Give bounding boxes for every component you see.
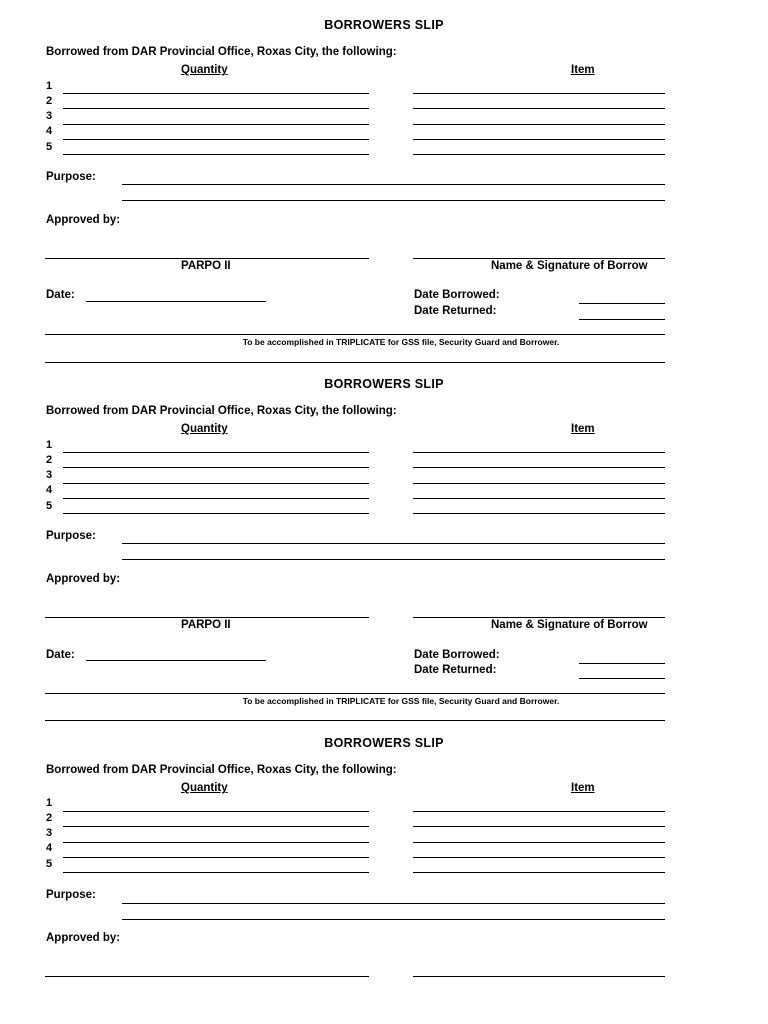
slip-intro: Borrowed from DAR Provincial Office, Roxas City, the following: bbox=[46, 405, 397, 417]
item-line-5[interactable] bbox=[413, 872, 665, 873]
item-header: Item bbox=[571, 423, 595, 435]
quantity-line-3[interactable] bbox=[63, 124, 369, 125]
approved-by-label: Approved by: bbox=[46, 573, 121, 585]
item-line-1[interactable] bbox=[413, 93, 665, 94]
item-line-1[interactable] bbox=[413, 452, 665, 453]
quantity-line-1[interactable] bbox=[63, 452, 369, 453]
item-header: Item bbox=[571, 64, 595, 76]
quantity-line-2[interactable] bbox=[63, 826, 369, 827]
quantity-line-5[interactable] bbox=[63, 154, 369, 155]
item-line-3[interactable] bbox=[413, 842, 665, 843]
item-line-4[interactable] bbox=[413, 498, 665, 499]
row-number: 1 bbox=[46, 80, 53, 92]
triplicate-note: To be accomplished in TRIPLICATE for GSS file, Security Guard and Borrower. bbox=[242, 337, 560, 347]
row-number: 2 bbox=[46, 812, 53, 824]
item-line-1[interactable] bbox=[413, 811, 665, 812]
row-number: 1 bbox=[46, 797, 53, 809]
item-line-3[interactable] bbox=[413, 124, 665, 125]
date-line[interactable] bbox=[86, 301, 266, 302]
date-returned-label: Date Returned: bbox=[414, 664, 497, 676]
approver-signature-line[interactable] bbox=[45, 976, 369, 977]
borrower-signature-line[interactable] bbox=[413, 617, 665, 618]
row-number: 5 bbox=[46, 500, 53, 512]
slip-intro: Borrowed from DAR Provincial Office, Roxas City, the following: bbox=[46, 46, 397, 58]
note-rule-top bbox=[45, 693, 665, 694]
row-number: 2 bbox=[46, 95, 53, 107]
item-line-4[interactable] bbox=[413, 857, 665, 858]
date-label: Date: bbox=[46, 289, 75, 301]
approver-title: PARPO II bbox=[181, 260, 231, 272]
item-header: Item bbox=[571, 782, 595, 794]
quantity-line-2[interactable] bbox=[63, 467, 369, 468]
borrower-caption: Name & Signature of Borrow bbox=[491, 619, 648, 631]
slip-title: BORROWERS SLIP bbox=[324, 377, 444, 391]
approved-by-label: Approved by: bbox=[46, 214, 121, 226]
item-line-3[interactable] bbox=[413, 483, 665, 484]
purpose-line-1[interactable] bbox=[122, 184, 665, 185]
approver-signature-line[interactable] bbox=[45, 258, 369, 259]
quantity-line-5[interactable] bbox=[63, 513, 369, 514]
borrowers-slip-1 bbox=[0, 0, 768, 359]
row-number: 4 bbox=[46, 484, 53, 496]
quantity-line-5[interactable] bbox=[63, 872, 369, 873]
approver-title: PARPO II bbox=[181, 619, 231, 631]
quantity-header: Quantity bbox=[181, 423, 228, 435]
slip-title: BORROWERS SLIP bbox=[324, 736, 444, 750]
date-returned-label: Date Returned: bbox=[414, 305, 497, 317]
purpose-line-1[interactable] bbox=[122, 543, 665, 544]
row-number: 2 bbox=[46, 454, 53, 466]
date-returned-line[interactable] bbox=[579, 319, 665, 320]
slip-intro: Borrowed from DAR Provincial Office, Roxas City, the following: bbox=[46, 764, 397, 776]
row-number: 5 bbox=[46, 141, 53, 153]
quantity-line-4[interactable] bbox=[63, 139, 369, 140]
purpose-line-2[interactable] bbox=[122, 559, 665, 560]
quantity-line-3[interactable] bbox=[63, 842, 369, 843]
borrowers-slip-3 bbox=[0, 718, 768, 1024]
row-number: 3 bbox=[46, 469, 53, 481]
borrower-signature-line[interactable] bbox=[413, 258, 665, 259]
item-line-2[interactable] bbox=[413, 826, 665, 827]
row-number: 4 bbox=[46, 842, 53, 854]
row-number: 4 bbox=[46, 125, 53, 137]
row-number: 1 bbox=[46, 439, 53, 451]
item-line-2[interactable] bbox=[413, 467, 665, 468]
item-line-4[interactable] bbox=[413, 139, 665, 140]
borrower-caption: Name & Signature of Borrow bbox=[491, 260, 648, 272]
item-line-5[interactable] bbox=[413, 154, 665, 155]
borrower-signature-line[interactable] bbox=[413, 976, 665, 977]
date-borrowed-line[interactable] bbox=[579, 303, 665, 304]
row-number: 5 bbox=[46, 858, 53, 870]
item-line-2[interactable] bbox=[413, 108, 665, 109]
approved-by-label: Approved by: bbox=[46, 932, 121, 944]
quantity-line-3[interactable] bbox=[63, 483, 369, 484]
borrowers-slip-2 bbox=[0, 359, 768, 718]
quantity-line-4[interactable] bbox=[63, 498, 369, 499]
quantity-line-1[interactable] bbox=[63, 811, 369, 812]
purpose-line-1[interactable] bbox=[122, 903, 665, 904]
note-rule-top bbox=[45, 334, 665, 335]
quantity-line-4[interactable] bbox=[63, 857, 369, 858]
date-borrowed-label: Date Borrowed: bbox=[414, 649, 500, 661]
purpose-label: Purpose: bbox=[46, 171, 96, 183]
approver-signature-line[interactable] bbox=[45, 617, 369, 618]
purpose-label: Purpose: bbox=[46, 889, 96, 901]
row-number: 3 bbox=[46, 827, 53, 839]
quantity-header: Quantity bbox=[181, 782, 228, 794]
item-line-5[interactable] bbox=[413, 513, 665, 514]
quantity-header: Quantity bbox=[181, 64, 228, 76]
date-borrowed-label: Date Borrowed: bbox=[414, 289, 500, 301]
purpose-label: Purpose: bbox=[46, 530, 96, 542]
date-label: Date: bbox=[46, 649, 75, 661]
purpose-line-2[interactable] bbox=[122, 919, 665, 920]
quantity-line-1[interactable] bbox=[63, 93, 369, 94]
quantity-line-2[interactable] bbox=[63, 108, 369, 109]
purpose-line-2[interactable] bbox=[122, 200, 665, 201]
date-borrowed-line[interactable] bbox=[579, 663, 665, 664]
row-number: 3 bbox=[46, 110, 53, 122]
date-returned-line[interactable] bbox=[579, 678, 665, 679]
triplicate-note: To be accomplished in TRIPLICATE for GSS file, Security Guard and Borrower. bbox=[242, 696, 560, 706]
slip-title: BORROWERS SLIP bbox=[324, 18, 444, 32]
date-line[interactable] bbox=[86, 660, 266, 661]
